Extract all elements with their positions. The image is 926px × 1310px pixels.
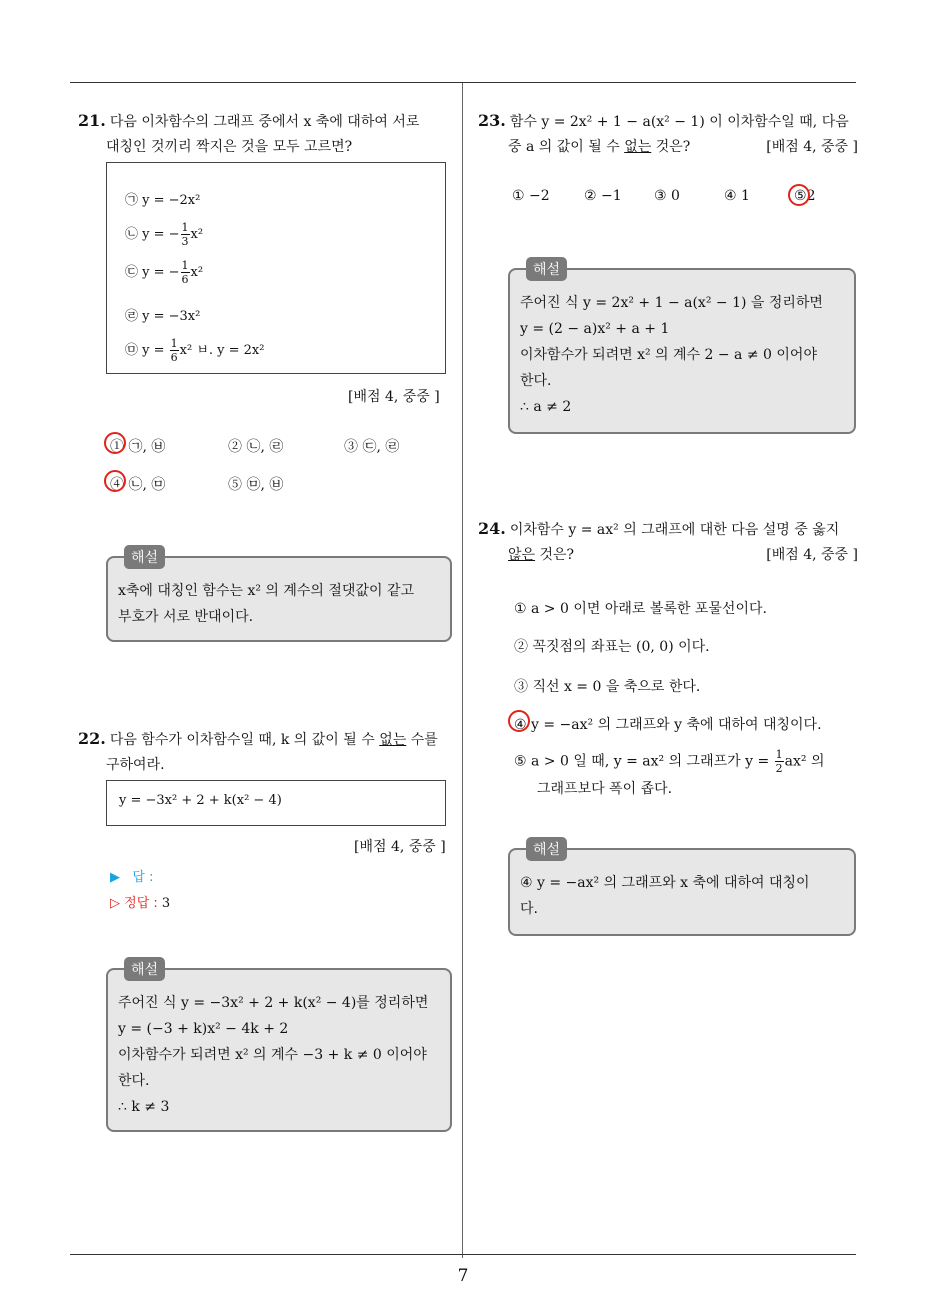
correct-value: 3 — [161, 896, 171, 911]
question-21 — [78, 108, 458, 160]
question-number: 22. — [78, 729, 106, 748]
outline-play-icon: ▷ — [110, 896, 120, 911]
choice-2[interactable]: ② −1 — [584, 188, 622, 204]
answer-line — [110, 866, 153, 885]
score-meta: [배점 4, 중중 ] — [766, 547, 858, 563]
choice-2[interactable]: ② 꼭짓점의 좌표는 (0, 0) 이다. — [514, 639, 710, 655]
underlined-word: 없는 — [379, 732, 407, 748]
correct-answer-line — [110, 892, 170, 911]
question-number: 23. — [478, 111, 506, 130]
question-text-line2: 중 a 의 값이 될 수 — [508, 139, 625, 155]
solution-tag: 해설 — [526, 257, 567, 281]
question-text-line2: 대칭인 것끼리 짝지은 것을 모두 고르면? — [106, 139, 353, 155]
item-2-prefix: ㉡ y = − — [125, 227, 180, 242]
choice-4[interactable]: ④ y = −ax² 의 그래프와 y 축에 대하여 대칭이다. — [514, 717, 822, 733]
item-4: ㉣ y = −3x² — [125, 309, 201, 324]
condition-box — [106, 162, 446, 374]
solution-body — [520, 290, 844, 420]
item-1: ㉠ y = −2x² — [125, 193, 201, 208]
solution-line: ∴ k ≠ 3 — [118, 1099, 170, 1115]
solution-line: 한다. — [118, 1073, 150, 1089]
item-5-tail: x² ㅂ. y = 2x² — [179, 343, 265, 358]
underlined-word: 없는 — [624, 139, 652, 155]
answer-label: 답 : — [132, 870, 154, 885]
question-number: 21. — [78, 111, 106, 130]
correct-label: 정답 : — [124, 896, 158, 911]
underlined-word: 않은 — [508, 547, 536, 563]
item-5-prefix: ㉤ y = — [125, 343, 169, 358]
solution-line: 주어진 식 y = −3x² + 2 + k(x² − 4)를 정리하면 — [118, 995, 429, 1011]
expression-box — [106, 780, 446, 826]
selected-mark-circle — [104, 470, 126, 492]
choice-1[interactable]: ① a > 0 이면 아래로 볼록한 포물선이다. — [514, 601, 767, 617]
fraction: $\frac{1}{6}$ — [181, 259, 189, 286]
fraction: $\frac{1}{2}$ — [775, 748, 783, 775]
solution-line: 한다. — [520, 373, 552, 389]
solution-box — [508, 842, 856, 936]
fraction: $\frac{1}{3}$ — [181, 221, 189, 248]
question-23 — [478, 108, 858, 160]
choice-3[interactable]: ③ 0 — [654, 188, 680, 204]
solution-box — [508, 262, 856, 434]
column-divider — [462, 83, 463, 1258]
question-number: 24. — [478, 519, 506, 538]
score-meta: [배점 4, 중중 ] — [354, 839, 446, 855]
top-rule — [70, 82, 856, 83]
question-text-line2: 것은? — [535, 547, 575, 563]
question-text-line2: 구하여라. — [106, 757, 165, 773]
solution-line: y = (2 − a)x² + a + 1 — [520, 321, 670, 337]
expression: y = −3x² + 2 + k(x² − 4) — [119, 793, 282, 808]
question-text-line1: 함수 y = 2x² + 1 − a(x² − 1) 이 이차함수일 때, 다음 — [509, 114, 849, 130]
choice-1[interactable]: ① ㉠, ㉥ — [110, 439, 166, 455]
item-2: ㉡ y = − $\frac{1}{3}$ x² — [125, 221, 204, 248]
item-3: ㉢ y = − $\frac{1}{6}$ x² — [125, 259, 204, 286]
question-text-line1-end: 수를 — [406, 732, 438, 748]
selected-mark-circle — [104, 432, 126, 454]
solution-line: 부호가 서로 반대이다. — [118, 609, 254, 625]
solution-line: 이차함수가 되려면 x² 의 계수 −3 + k ≠ 0 이어야 — [118, 1047, 427, 1063]
question-text-line1: 다음 함수가 이차함수일 때, k 의 값이 될 수 — [109, 732, 380, 748]
solution-tag: 해설 — [526, 837, 567, 861]
solution-body — [118, 990, 440, 1120]
fraction: $\frac{1}{6}$ — [170, 337, 178, 364]
solution-line: 이차함수가 되려면 x² 의 계수 2 − a ≠ 0 이어야 — [520, 347, 817, 363]
play-icon: ▶ — [110, 870, 120, 885]
selected-mark-circle — [788, 184, 810, 206]
question-24 — [478, 516, 858, 568]
solution-line: ④ y = −ax² 의 그래프와 x 축에 대하여 대칭이 — [520, 875, 810, 891]
solution-tag: 해설 — [124, 545, 165, 569]
choice-5[interactable]: ⑤ a > 0 일 때, y = ax² 의 그래프가 y = $\frac{1}{2}$ ax² 의 — [514, 748, 825, 775]
solution-line: 주어진 식 y = 2x² + 1 − a(x² − 1) 을 정리하면 — [520, 295, 823, 311]
solution-line: x축에 대칭인 함수는 x² 의 계수의 절댓값이 같고 — [118, 583, 414, 599]
question-text-line2-end: 것은? — [651, 139, 691, 155]
question-text-line1: 이차함수 y = ax² 의 그래프에 대한 다음 설명 중 옳지 — [509, 522, 840, 538]
solution-line: ∴ a ≠ 2 — [520, 399, 572, 415]
solution-tag: 해설 — [124, 957, 165, 981]
solution-body — [118, 578, 440, 630]
selected-mark-circle — [508, 710, 530, 732]
solution-line: 다. — [520, 901, 538, 917]
choice-3[interactable]: ③ ㉢, ㉣ — [344, 439, 400, 455]
choice-5[interactable]: ⑤ ㉤, ㉥ — [228, 477, 284, 493]
solution-line: y = (−3 + k)x² − 4k + 2 — [118, 1021, 289, 1037]
choice-5[interactable]: ⑤2 — [794, 188, 816, 204]
choice-3[interactable]: ③ 직선 x = 0 을 축으로 한다. — [514, 679, 701, 695]
solution-body — [520, 870, 844, 922]
choice-1[interactable]: ① −2 — [512, 188, 550, 204]
choice-4[interactable]: ④ 1 — [724, 188, 750, 204]
choice-4[interactable]: ④ ㉡, ㉤ — [110, 477, 166, 493]
item-5 — [125, 337, 264, 364]
question-22 — [78, 726, 458, 778]
solution-box — [106, 550, 452, 642]
item-3-prefix: ㉢ y = − — [125, 265, 180, 280]
choice-5-continued: 그래프보다 폭이 좁다. — [537, 781, 673, 797]
score-meta: [배점 4, 중중 ] — [348, 389, 440, 405]
choice-2[interactable]: ② ㉡, ㉣ — [228, 439, 284, 455]
question-text-line1: 다음 이차함수의 그래프 중에서 x 축에 대하여 서로 — [109, 114, 420, 130]
bottom-rule — [70, 1254, 856, 1255]
page-number: 7 — [457, 1266, 469, 1286]
solution-box — [106, 962, 452, 1132]
score-meta: [배점 4, 중중 ] — [766, 139, 858, 155]
